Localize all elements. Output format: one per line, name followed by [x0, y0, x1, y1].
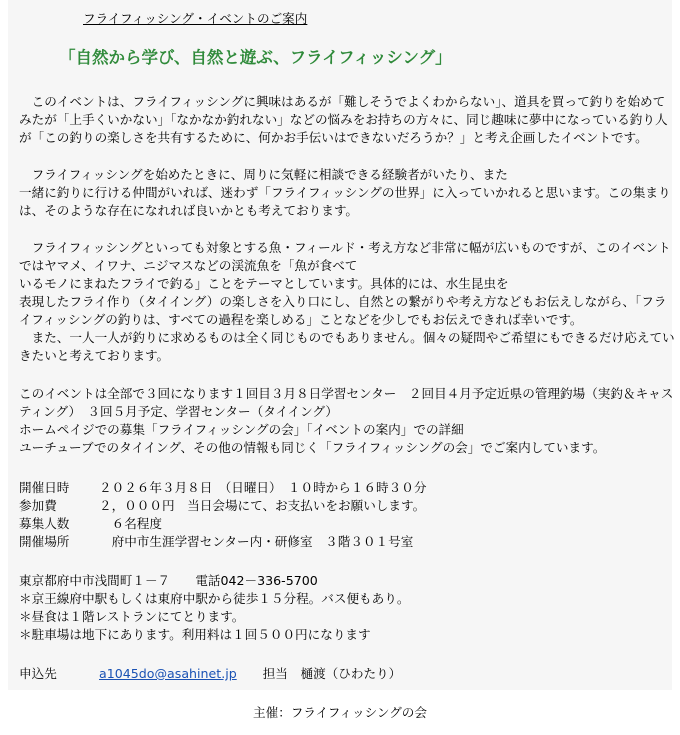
paragraph-1-line: このイベントは、フライフィッシングに興味はあるが「難しそうでよくわからない」、道具を買って釣りを始めて: [19, 94, 666, 109]
address-line: 東京都府中市浅間町１－７ 電話042－336-5700: [19, 573, 318, 588]
paragraph-2-line: は、そのような存在になれれば良いかとも考えております。: [19, 203, 359, 218]
schedule-line: このイベントは全部で３回になります１回目３月８日学習センター ２回目４月予定近県の管理釣場（実釣＆キャス: [19, 386, 674, 401]
paragraph-2-line: 一緒に釣りに行ける仲間がいれば、迷わず「フライフィッシングの世界」に入っていかれると思います。この集まり: [19, 185, 671, 200]
organizer-footer: 主催：フライフィッシングの会: [253, 705, 427, 720]
paragraph-3-line: イフィッシングの釣りは、すべての過程を楽しめる」ことなどを少しでもお伝えできれば幸いです。: [19, 312, 583, 327]
paragraph-3-line: 表現したフライ作り（タイイング）の楽しさを入り口にし、自然との繋がりや考え方などもお伝えしながら、「フラ: [19, 294, 667, 309]
apply-label: 申込先: [19, 666, 57, 681]
detail-label: 募集人数: [19, 516, 70, 531]
paragraph-3-line: いるモノにまねたフライで釣る」ことをテーマとしています。具体的には、水生昆虫を: [19, 276, 509, 291]
detail-label: 開催場所: [19, 534, 70, 549]
page-heading: フライフィッシング・イベントのご案内: [83, 11, 308, 26]
detail-value: 府中市生涯学習センター内・研修室 ３階３０１号室: [99, 534, 414, 549]
paragraph-2-line: フライフィッシングを始めたときに、周りに気軽に相談できる経験者がいたり、また: [19, 167, 508, 182]
paragraph-3-line: フライフィッシングといっても対象とする魚・フィールド・考え方など非常に幅が広いものですが、このイベント: [19, 240, 671, 255]
parking-note: ＊駐車場は地下にあります。利用料は１回５００円になります: [19, 627, 371, 642]
detail-row-venue: [19, 534, 413, 550]
access-note: ＊京王線府中駅もしくは東府中駅から徒歩１５分程。バス便もあり。: [19, 591, 410, 606]
lunch-note: ＊昼食は１階レストランにてとります。: [19, 609, 245, 624]
detail-value: ２０２６年３月８日 （日曜日） １０時から１６時３０分: [99, 480, 427, 495]
detail-row-date: [19, 480, 426, 496]
catchphrase: 「自然から学び、自然と遊ぶ、フライフィッシング」: [59, 48, 452, 67]
detail-label: 開催日時: [19, 480, 70, 495]
contact-email-link[interactable]: a1045do@asahinet.jp: [99, 666, 237, 681]
schedule-line: ティング） ３回５月予定、学習センター（タイイング）: [19, 404, 338, 419]
detail-label: 参加費: [19, 498, 57, 513]
contact-person: 担当 樋渡（ひわたり）: [262, 666, 402, 681]
paragraph-3-line: また、一人一人が釣りに求めるものは全く同じものでもありません。個々の疑問やご希望にもできるだけ応えてい: [19, 330, 675, 345]
paragraph-3-line: きたいと考えております。: [19, 348, 170, 363]
paragraph-3-line: ではヤマメ、イワナ、ニジマスなどの渓流魚を「魚が食べて: [19, 258, 358, 273]
schedule-line: ユーチューブでのタイイング、その他の情報も同じく「フライフィッシングの会」でご案内しています。: [19, 440, 606, 455]
detail-row-capacity: [19, 516, 162, 532]
schedule-line: ホームペイジでの募集「フライフィッシングの会」「イベントの案内」での詳細: [19, 422, 464, 437]
apply-row: [19, 666, 401, 682]
detail-value: ２，０００円 当日会場にて、お支払いをお願いします。: [99, 498, 426, 513]
paragraph-1-line: みたが「上手くいかない」「なかなか釣れない」などの悩みをお持ちの方々に、同じ趣味に夢中になっている釣り人: [19, 112, 668, 127]
paragraph-1-line: が「この釣りの楽しさを共有するために、何かお手伝いはできないだろうか？」と考え企画したイベントです。: [19, 130, 648, 145]
detail-value: ６名程度: [99, 516, 162, 531]
detail-row-fee: [19, 498, 425, 514]
